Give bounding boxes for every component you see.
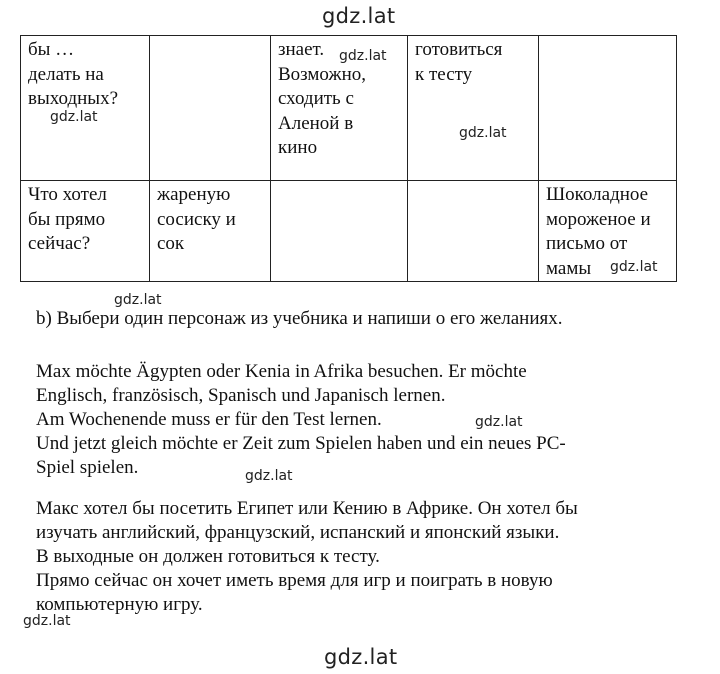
cell-text: Что хотел бы прямо сейчас? [28,184,107,254]
cell-text: жареную сосиску и сок [157,184,236,254]
table-cell [21,36,150,181]
table-cell [271,181,408,282]
german-paragraph: Max möchte Ägypten oder Kenia in Afrika besuchen. Er möchte Englisch, französisch, Spanisch und Japanisch lernen. Am Wochenende muss er für den Test lernen. Und jetzt gleich möchte er Zeit zum Spielen haben und ein neues PC- Spiel spielen. [36,361,566,478]
table-cell [21,181,150,282]
table-cell [539,36,677,181]
table-row [21,181,677,282]
cell-text: знает. Возможно, сходить с Аленой в кино [278,39,367,158]
task-b-heading: b) Выбери один персонаж из учебника и напиши о его желаниях. [36,308,563,329]
watermark-bottom: gdz.lat [324,645,398,669]
cell-text: Шоколадное мороженое и письмо от мамы [546,184,651,279]
table-cell [150,181,271,282]
watermark: gdz.lat [50,109,98,125]
table-cell [408,181,539,282]
cell-text: готовиться к тесту [415,39,503,85]
cell-text: бы … делать на выходных? [28,39,118,109]
watermark-top: gdz.lat [322,4,396,28]
watermark: gdz.lat [610,259,658,275]
table-cell [408,36,539,181]
russian-paragraph: Макс хотел бы посетить Египет или Кению в Африке. Он хотел бы изучать английский, французский, испанский и японский языки. В выходные он должен готовиться к тесту. Прямо сейчас он хочет иметь время для игр и поиграть в новую компьютерную игру. [36,498,578,615]
watermark: gdz.lat [459,125,507,141]
watermark: gdz.lat [245,468,293,484]
watermark: gdz.lat [475,414,523,430]
watermark: gdz.lat [339,48,387,64]
table-cell [150,36,271,181]
wishes-table [20,35,677,282]
watermark: gdz.lat [114,292,162,308]
watermark: gdz.lat [23,613,71,629]
